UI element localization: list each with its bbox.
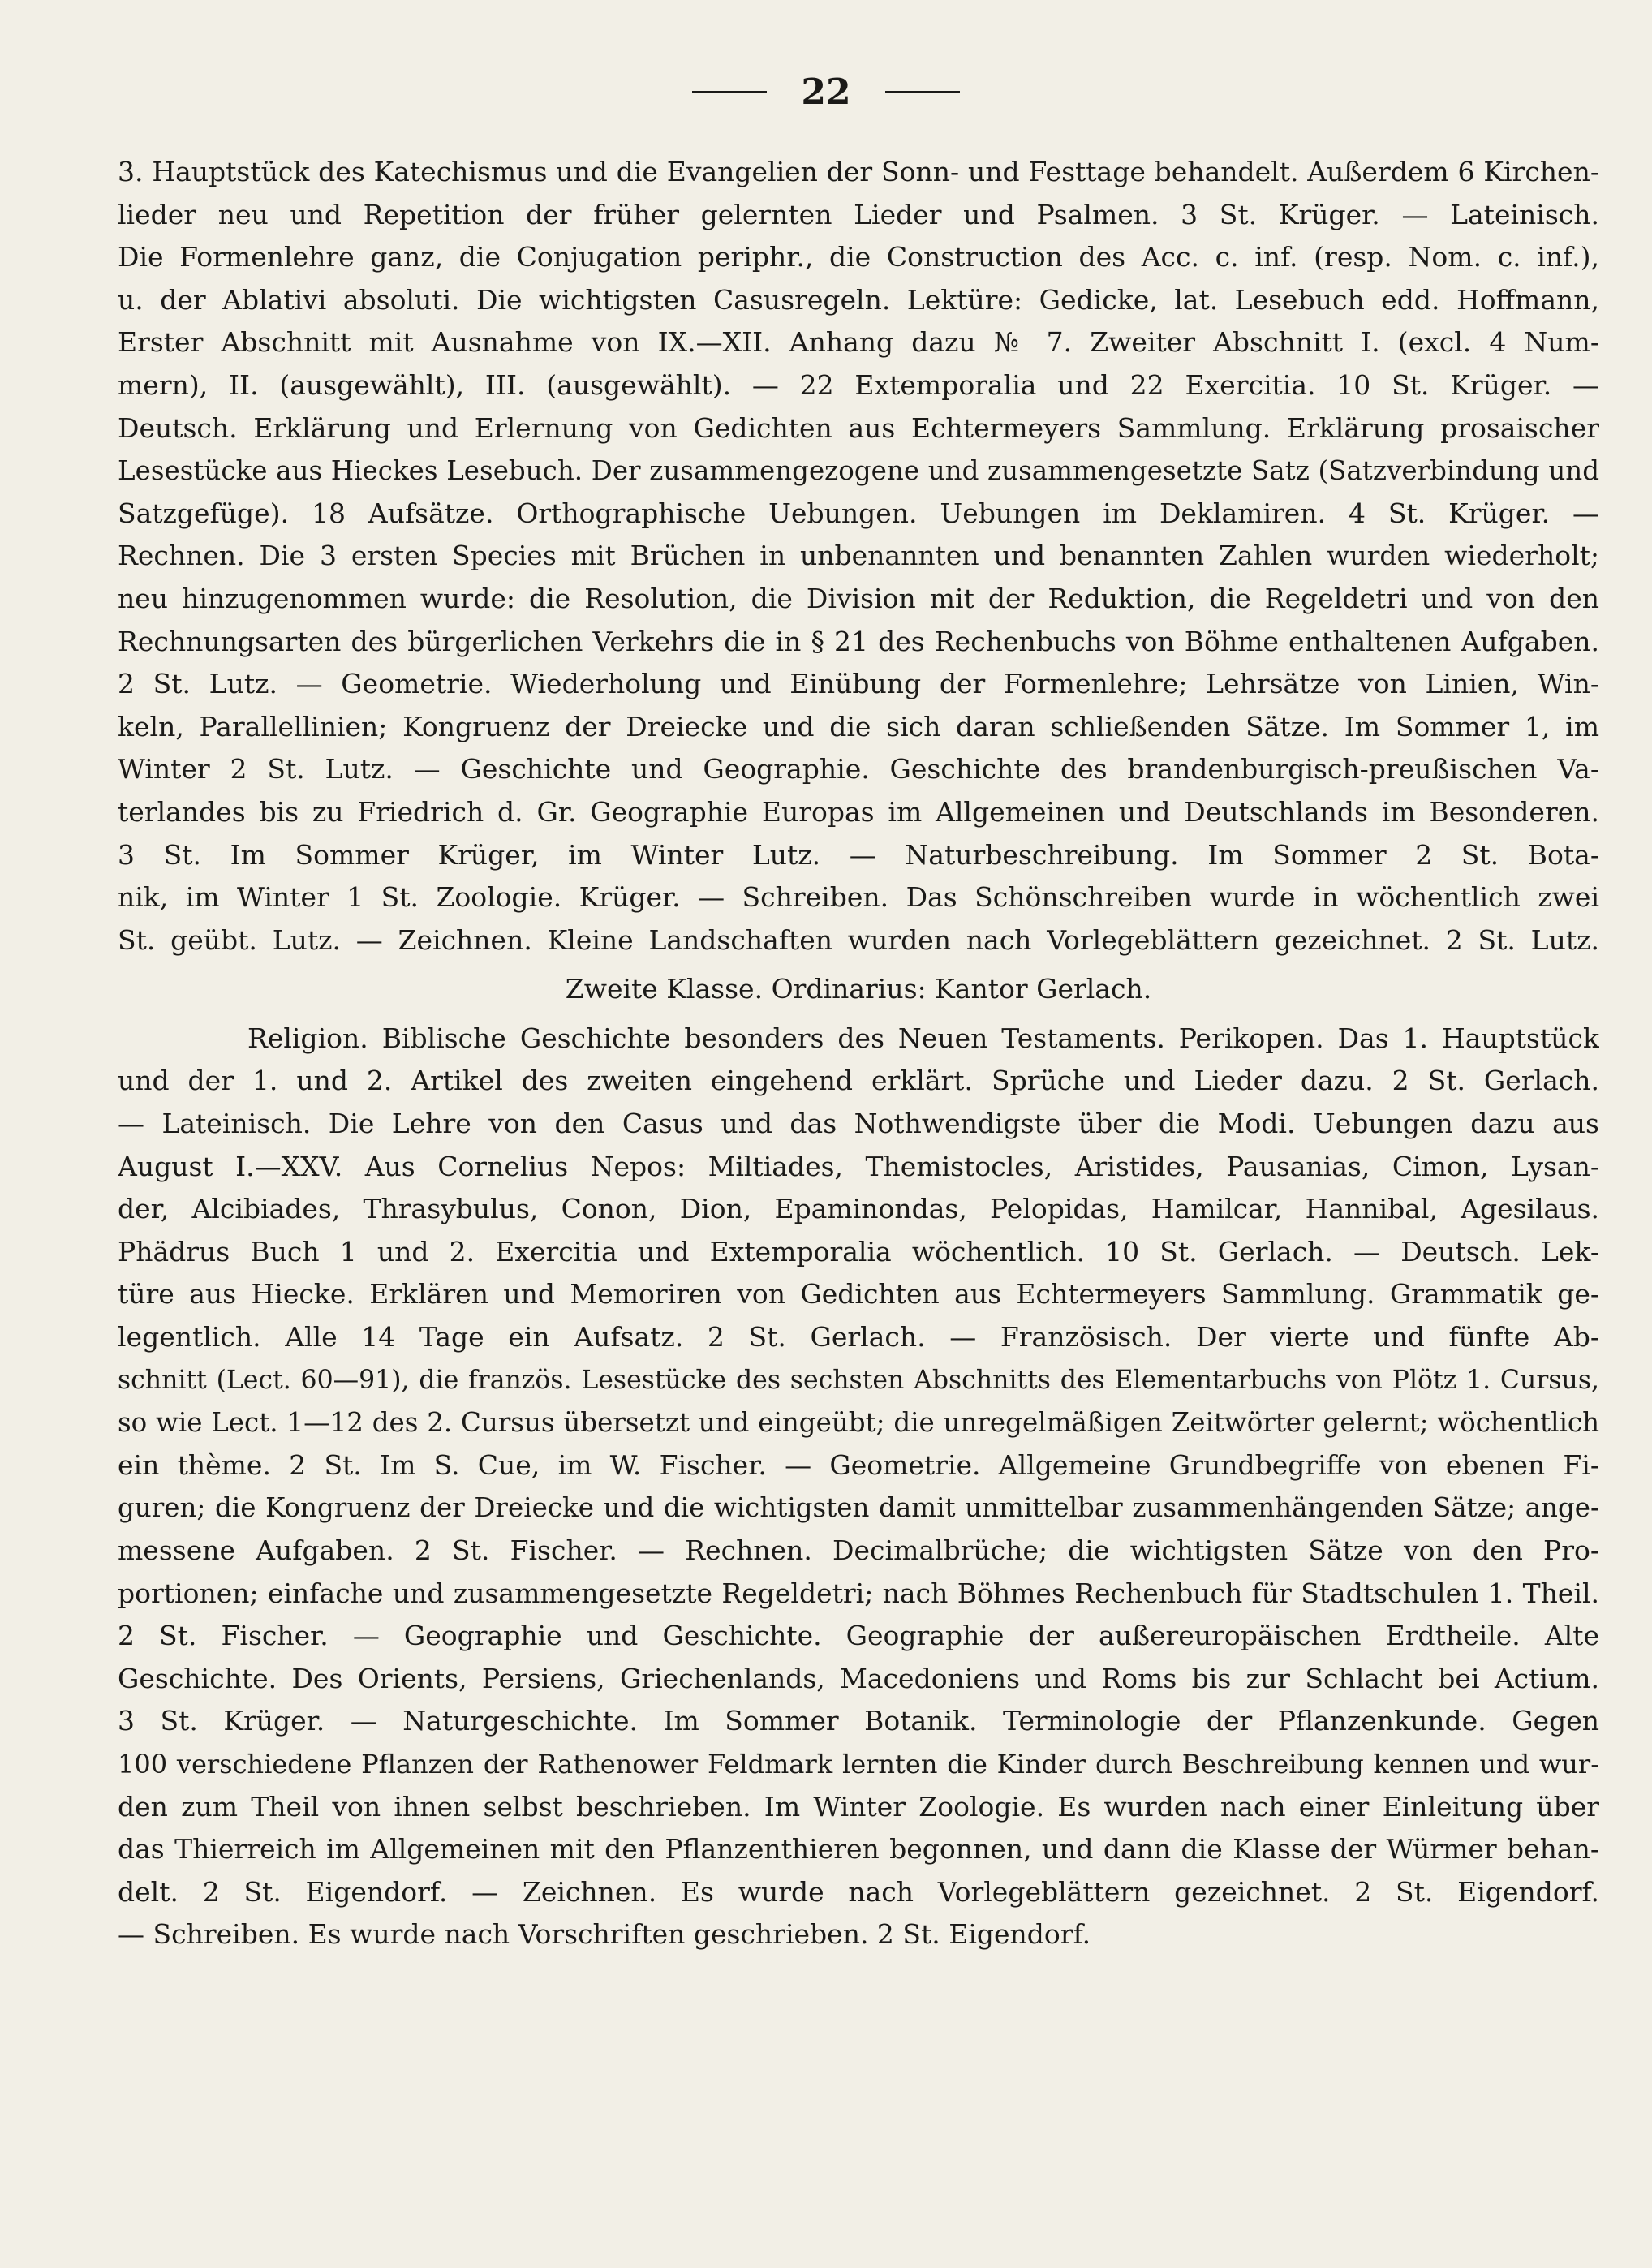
text-line: Lesestücke aus Hieckes Lesebuch. Der zusammengezogene und zusammengesetzte Satz (Satzverbindung und: [118, 455, 1599, 487]
text-line: St. geübt. Lutz. — Zeichnen. Kleine Landschaften wurden nach Vorlegeblättern gezeichnet. 2 St. Lutz.: [118, 923, 1599, 956]
text-line: 2 St. Lutz. — Geometrie. Wiederholung und Einübung der Formenlehre; Lehrsätze von Linien, Win-: [118, 668, 1599, 700]
text-line: guren; die Kongruenz der Dreiecke und die wichtigsten damit unmittelbar zusammenhängenden Sätze; ange-: [118, 1492, 1599, 1524]
text-line: Deutsch. Erklärung und Erlernung von Gedichten aus Echtermeyers Sammlung. Erklärung prosaischer: [118, 411, 1599, 444]
text-line: und der 1. und 2. Artikel des zweiten eingehend erklärt. Sprüche und Lieder dazu. 2 St. Gerlach.: [118, 1065, 1599, 1097]
text-line: so wie Lect. 1—12 des 2. Cursus übersetzt und eingeübt; die unregelmäßigen Zeitwörter gelernt; wöchentlich: [118, 1407, 1599, 1439]
text-line: 3 St. Im Sommer Krüger, im Winter Lutz. — Naturbeschreibung. Im Sommer 2 St. Bota-: [118, 838, 1599, 871]
text-line: Die Formenlehre ganz, die Conjugation periphr., die Construction des Acc. c. inf. (resp. Nom. c. inf.),: [118, 241, 1599, 273]
text-line: der, Alcibiades, Thrasybulus, Conon, Dion, Epaminondas, Pelopidas, Hamilcar, Hannibal, Agesilaus.: [118, 1193, 1599, 1225]
text-line: u. der Ablativi absoluti. Die wichtigsten Casusregeln. Lektüre: Gedicke, lat. Lesebuch edd. Hoffmann,: [118, 283, 1599, 316]
text-line: Rechnen. Die 3 ersten Species mit Brüchen in unbenannten und benannten Zahlen wurden wiederholt;: [118, 540, 1599, 572]
text-line: Erster Abschnitt mit Ausnahme von IX.—XII. Anhang dazu № 7. Zweiter Abschnitt I. (excl. 4 Num-: [118, 326, 1599, 359]
text-line: 100 verschiedene Pflanzen der Rathenower Feldmark lernten die Kinder durch Beschreibung kennen und wur-: [118, 1748, 1599, 1780]
section-heading: Zweite Klasse. Ordinarius: Kantor Gerlach.: [565, 973, 1152, 1005]
text-line: messene Aufgaben. 2 St. Fischer. — Rechnen. Decimalbrüche; die wichtigsten Sätze von den Pro-: [118, 1534, 1599, 1566]
text-line: ein thème. 2 St. Im S. Cue, im W. Fischer. — Geometrie. Allgemeine Grundbegriffe von ebenen Fi-: [118, 1448, 1599, 1481]
header-rule-right: [885, 91, 960, 93]
text-line: 2 St. Fischer. — Geographie und Geschichte. Geographie der außereuropäischen Erdtheile. Alte: [118, 1620, 1599, 1652]
text-line: türe aus Hiecke. Erklären und Memoriren von Gedichten aus Echtermeyers Sammlung. Grammatik ge-: [118, 1278, 1599, 1310]
text-line: Satzgefüge). 18 Aufsätze. Orthographische Uebungen. Uebungen im Deklamiren. 4 St. Krüger. —: [118, 497, 1599, 529]
text-line: August I.—XXV. Aus Cornelius Nepos: Miltiades, Themistocles, Aristides, Pausanias, Cimon, Lysan-: [118, 1150, 1599, 1182]
text-line: 3 St. Krüger. — Naturgeschichte. Im Sommer Botanik. Terminologie der Pflanzenkunde. Gegen: [118, 1705, 1599, 1737]
text-line: mern), II. (ausgewählt), III. (ausgewählt). — 22 Extemporalia und 22 Exercitia. 10 St. Krüger. —: [118, 368, 1599, 401]
text-line: lieder neu und Repetition der früher gelernten Lieder und Psalmen. 3 St. Krüger. — Lateinisch.: [118, 198, 1599, 230]
text-line: Geschichte. Des Orients, Persiens, Griechenlands, Macedoniens und Roms bis zur Schlacht bei Actium.: [118, 1662, 1599, 1694]
text-line: — Schreiben. Es wurde nach Vorschriften geschrieben. 2 St. Eigendorf.: [118, 1918, 1091, 1951]
text-line: keln, Parallellinien; Kongruenz der Dreiecke und die sich daran schließenden Sätze. Im Sommer 1, im: [118, 710, 1599, 742]
text-line: portionen; einfache und zusammengesetzte Regeldetri; nach Böhmes Rechenbuch für Stadtschulen 1. Theil.: [118, 1577, 1599, 1609]
page-body: [118, 151, 1599, 1956]
header-rule-left: [692, 91, 767, 93]
text-line: den zum Theil von ihnen selbst beschrieben. Im Winter Zoologie. Es wurden nach einer Einleitung über: [118, 1790, 1599, 1823]
text-line: Winter 2 St. Lutz. — Geschichte und Geographie. Geschichte des brandenburgisch-preußischen Va-: [118, 753, 1599, 785]
text-line: das Thierreich im Allgemeinen mit den Pflanzenthieren begonnen, und dann die Klasse der Würmer behan-: [118, 1833, 1599, 1866]
page-header: [0, 71, 1652, 113]
text-line: 3. Hauptstück des Katechismus und die Evangelien der Sonn- und Festtage behandelt. Außerdem 6 Kirchen-: [118, 156, 1599, 187]
text-line: Religion. Biblische Geschichte besonders des Neuen Testaments. Perikopen. Das 1. Hauptstück: [247, 1022, 1599, 1054]
section-second-class: [118, 1018, 1599, 1956]
text-line: Rechnungsarten des bürgerlichen Verkehrs die in § 21 des Rechenbuchs von Böhme enthaltenen Aufgaben.: [118, 625, 1599, 657]
page-number: 22: [801, 71, 851, 113]
text-line: Phädrus Buch 1 und 2. Exercitia und Extemporalia wöchentlich. 10 St. Gerlach. — Deutsch. Lek-: [118, 1235, 1599, 1267]
text-line: delt. 2 St. Eigendorf. — Zeichnen. Es wurde nach Vorlegeblättern gezeichnet. 2 St. Eigendorf.: [118, 1875, 1599, 1908]
text-line: legentlich. Alle 14 Tage ein Aufsatz. 2 St. Gerlach. — Französisch. Der vierte und fünfte Ab-: [118, 1321, 1599, 1353]
text-line: schnitt (Lect. 60—91), die französ. Lesestücke des sechsten Abschnitts des Elementarbuchs von Plötz 1. Cursus,: [118, 1365, 1599, 1395]
text-line: neu hinzugenommen wurde: die Resolution, die Division mit der Reduktion, die Regeldetri und von den: [118, 582, 1599, 614]
text-line: terlandes bis zu Friedrich d. Gr. Geographie Europas im Allgemeinen und Deutschlands im Besonderen.: [118, 795, 1599, 828]
section-first-class-continued: [118, 151, 1599, 962]
text-line: nik, im Winter 1 St. Zoologie. Krüger. — Schreiben. Das Schönschreiben wurde in wöchentlich zwei: [118, 881, 1599, 914]
text-line: — Lateinisch. Die Lehre von den Casus und das Nothwendigste über die Modi. Uebungen dazu aus: [118, 1108, 1599, 1140]
